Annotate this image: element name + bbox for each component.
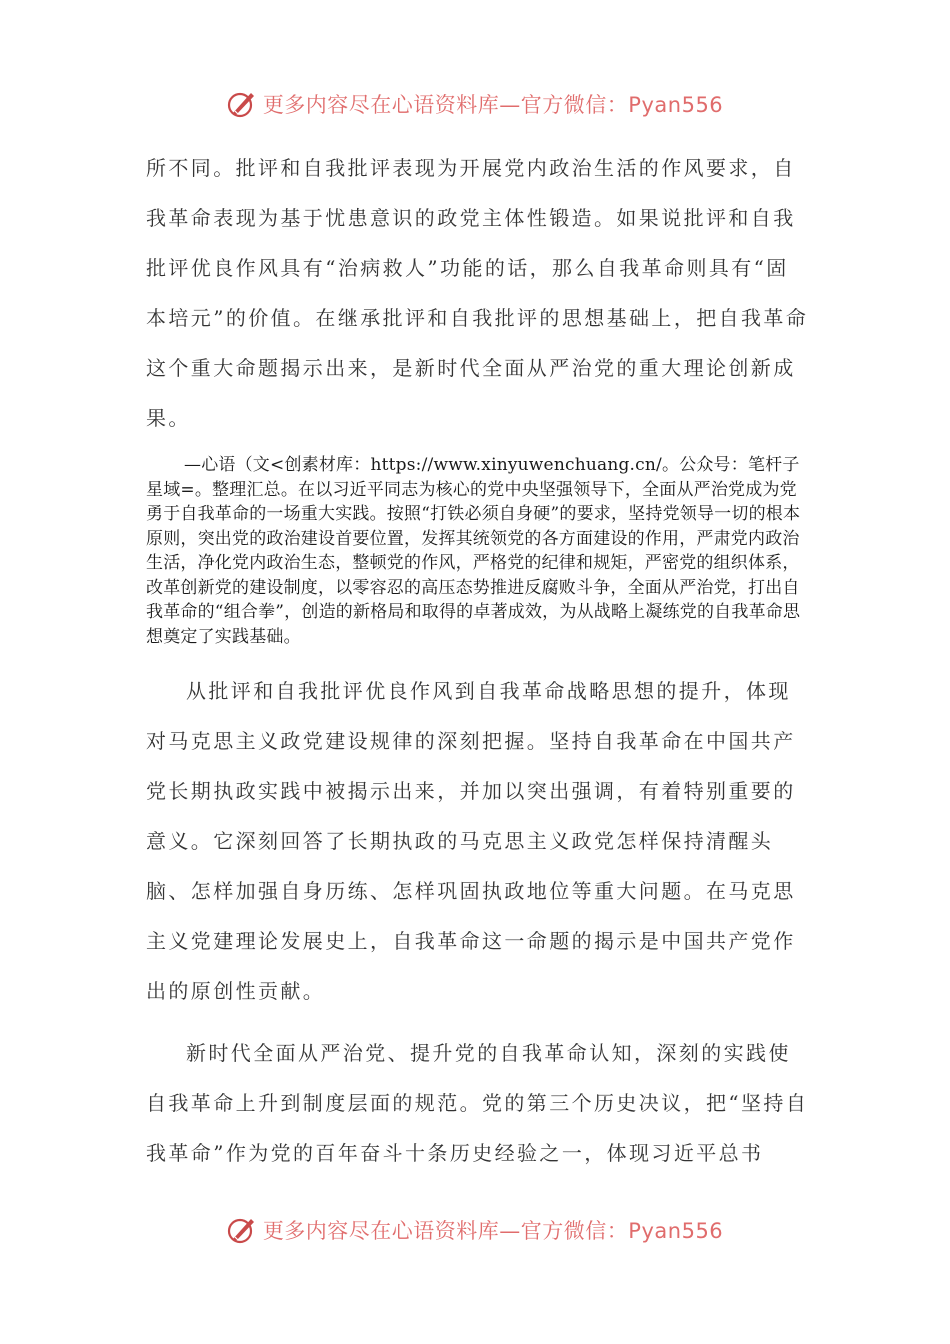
quill-logo-icon [227,1215,257,1245]
paragraph-3: 从批评和自我批评优良作风到自我革命战略思想的提升，体现对马克思主义政党建设规律的深刻把握。坚持自我革命在中国共产党长期执政实践中被揭示出来，并加以突出强调，有着特别重要的意义。它深刻回答了长期执政的马克思主义政党怎样保持清醒头脑、怎样加强自身历练、怎样巩固执政地位等重大问题。在马克思主义党建理论发展史上，自我革命这一命题的揭示是中国共产党作出的原创性贡献。 [146,679,796,1003]
quill-logo-icon [227,89,257,119]
paragraph-2: —心语（文<创素材库：https://www.xinyuwenchuang.cn/。公众号：笔杆子星域=。整理汇总。在以习近平同志为核心的党中央坚强领导下，全面从严治党成为党勇于自我革命的一场重大实践。按照“打铁必须自身硬”的要求，坚持党领导一切的根本原则，突出党的政治建设首要位置，发挥其统领党的各方面建设的作用，严肃党内政治生活，净化党内政治生态，整顿党的作风，严格党的纪律和规矩，严密党的组织体系，改革创新党的建设制度，以零容忍的高压态势推进反腐败斗争，全面从严治党，打出自我革命的“组合拳”，创造的新格局和取得的卓著成效，为从战略上凝练党的自我革命思想奠定了实践基础。 [146,455,801,647]
paragraph-1: 所不同。批评和自我批评表现为开展党内政治生活的作风要求，自我革命表现为基于忧患意识的政党主体性锻造。如果说批评和自我批评优良作风具有“治病救人”功能的话，那么自我革命则具有“固本培元”的价值。在继承批评和自我批评的思想基础上，把自我革命这个重大命题揭示出来，是新时代全面从严治党的重大理论创新成果。 [146,156,809,430]
footer-banner [0,1210,950,1250]
paragraph-4: 新时代全面从严治党、提升党的自我革命认知，深刻的实践使自我革命上升到制度层面的规范。党的第三个历史决议，把“坚持自我革命”作为党的百年奋斗十条历史经验之一，体现习近平总书 [146,1041,809,1165]
footer-banner-text: 更多内容尽在心语资料库—官方微信：Pyan556 [262,1219,724,1243]
header-banner [0,84,950,124]
header-banner-text: 更多内容尽在心语资料库—官方微信：Pyan556 [262,93,724,117]
